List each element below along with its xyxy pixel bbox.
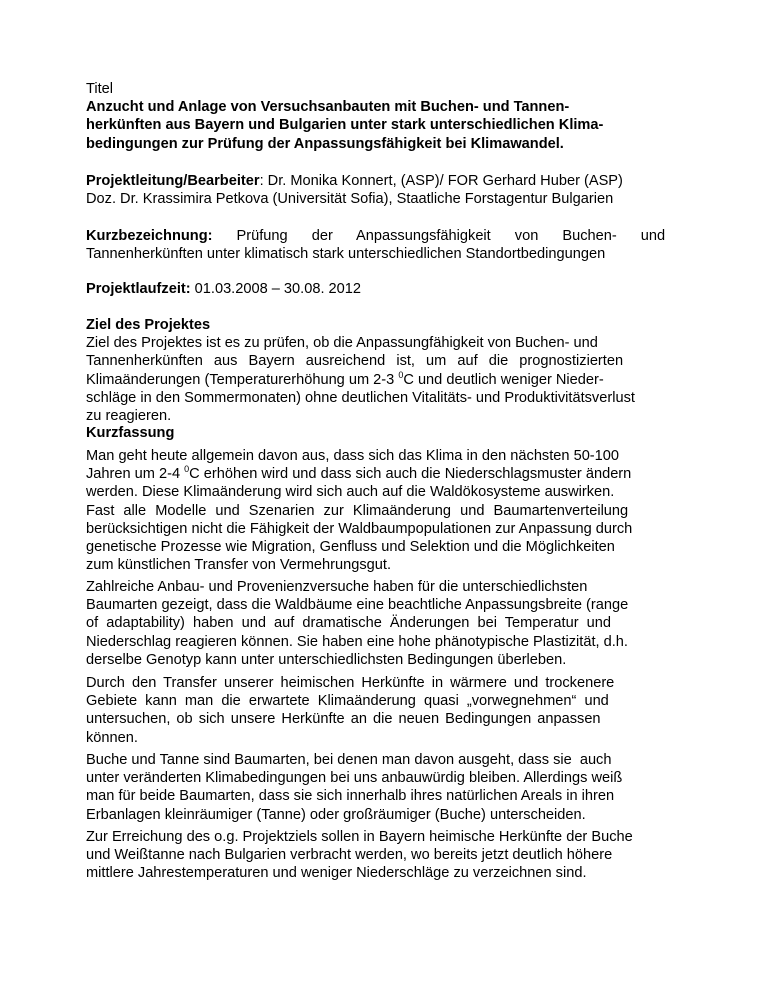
goal-text-line: Ziel des Projektes ist es zu prüfen, ob die Anpassungfähigkeit von Buchen- und [86, 335, 598, 352]
summary-line: berücksichtigen nicht die Fähigkeit der Waldbaumpopulationen zur Anpassung durch [86, 520, 633, 537]
goal-section [86, 316, 681, 425]
summary-line: Zahlreiche Anbau- und Provenienzversuche haben für die unterschiedlichsten [86, 579, 588, 595]
summary-line: of adaptability) haben und auf dramatische Änderungen bei Temperatur und [86, 615, 611, 632]
title-line: herkünften aus Bayern und Bulgarien unter stark unterschiedlichen Klima- [86, 117, 604, 134]
summary-text-part: C erhöhen wird und dass sich auch die Niederschlagsmuster ändern [189, 466, 632, 483]
goal-text-part: Klimaänderungen (Temperaturerhöhung um 2-3 [86, 371, 399, 388]
goal-text-line [86, 371, 681, 389]
project-lead-line: Doz. Dr. Krassimira Petkova (Universität Sofia), Staatliche Forstagentur Bulgarien [86, 191, 614, 208]
summary-line: Baumarten gezeigt, dass die Waldbäume eine beachtliche Anpassungsbreite (range [86, 597, 629, 614]
title-section [86, 80, 681, 153]
short-title-value: Prüfung der Anpassungsfähigkeit von Buchen- und [212, 228, 666, 244]
duration-value: 01.03.2008 – 30.08. 2012 [190, 281, 362, 297]
summary-line: Fast alle Modelle und Szenarien zur Klimaänderung und Baumartenverteilung [86, 502, 629, 519]
summary-line: Buche und Tanne sind Baumarten, bei denen man davon ausgeht, dass sie auch [86, 752, 612, 768]
short-title-line [86, 227, 681, 245]
summary-paragraph [86, 447, 681, 574]
summary-section [86, 424, 681, 442]
summary-line: Zur Erreichung des o.g. Projektziels sollen in Bayern heimische Herkünfte der Buche [86, 829, 633, 845]
degree-superscript: 0 [398, 369, 404, 380]
summary-line: unter veränderten Klimabedingungen bei uns anbauwürdig bleiben. Allerdings weiß [86, 770, 623, 787]
summary-line: Erbanlagen kleinräumiger (Tanne) oder großräumiger (Buche) unterscheiden. [86, 806, 586, 823]
degree-superscript: 0 [184, 464, 190, 475]
duration-section [86, 280, 681, 298]
summary-line: derselbe Genotyp kann unter unterschiedlichsten Bedingungen überleben. [86, 651, 567, 668]
summary-line: können. [86, 729, 138, 746]
short-title-label: Kurzbezeichnung: [86, 228, 213, 244]
summary-line: Niederschlag reagieren können. Sie haben eine hohe phänotypische Plastizität, d.h. [86, 633, 628, 650]
title-label: Titel [86, 81, 114, 97]
short-title-line: Tannenherkünften unter klimatisch stark unterschiedlichen Standortbedingungen [86, 246, 606, 263]
project-lead-value: : Dr. Monika Konnert, (ASP)/ FOR Gerhard Huber (ASP) [259, 173, 623, 189]
summary-line: man für beide Baumarten, dass sie sich innerhalb ihres natürlichen Areals in ihren [86, 788, 615, 805]
project-lead-label: Projektleitung/Bearbeiter [86, 173, 260, 189]
summary-paragraph [86, 828, 681, 883]
summary-paragraph [86, 578, 681, 669]
summary-line: zum künstlichen Transfer von Vermehrungsgut. [86, 557, 392, 574]
title-line: Anzucht und Anlage von Versuchsanbauten mit Buchen- und Tannen- [86, 99, 570, 116]
project-lead-section [86, 172, 681, 208]
title-line: bedingungen zur Prüfung der Anpassungsfähigkeit bei Klimawandel. [86, 135, 564, 152]
summary-line: und Weißtanne nach Bulgarien verbracht werden, wo bereits jetzt deutlich höhere [86, 847, 613, 864]
summary-line [86, 465, 681, 483]
goal-text-part: C und deutlich weniger Nieder- [403, 371, 604, 388]
duration-label: Projektlaufzeit: [86, 281, 191, 297]
summary-line: genetische Prozesse wie Migration, Genfluss und Selektion und die Möglichkeiten [86, 539, 615, 556]
summary-text-part: Jahren um 2-4 [86, 466, 185, 483]
goal-text-line: Tannenherkünften aus Bayern ausreichend ist, um auf die prognostizierten [86, 353, 624, 370]
goal-text-line: zu reagieren. [86, 408, 172, 425]
goal-text-line: schläge in den Sommermonaten) ohne deutlichen Vitalitäts- und Produktivitätsverlust [86, 389, 635, 406]
project-lead-line [86, 172, 681, 190]
summary-line: untersuchen, ob sich unsere Herkünfte an die neuen Bedingungen anpassen [86, 711, 601, 728]
duration-line [86, 280, 681, 298]
summary-line: werden. Diese Klimaänderung wird sich auch auf die Waldökosysteme auswirken. [86, 484, 615, 501]
summary-heading: Kurzfassung [86, 425, 175, 441]
summary-paragraph [86, 751, 681, 824]
summary-paragraph [86, 674, 681, 747]
summary-line: Gebiete kann man die erwartete Klimaänderung quasi „vorwegnehmen“ und [86, 693, 609, 710]
summary-line: Man geht heute allgemein davon aus, dass sich das Klima in den nächsten 50-100 [86, 448, 620, 464]
goal-heading: Ziel des Projektes [86, 317, 211, 333]
summary-line: Durch den Transfer unserer heimischen Herkünfte in wärmere und trockenere [86, 675, 615, 691]
short-title-section [86, 227, 681, 263]
summary-line: mittlere Jahrestemperaturen und weniger Niederschläge zu verzeichnen sind. [86, 865, 587, 882]
